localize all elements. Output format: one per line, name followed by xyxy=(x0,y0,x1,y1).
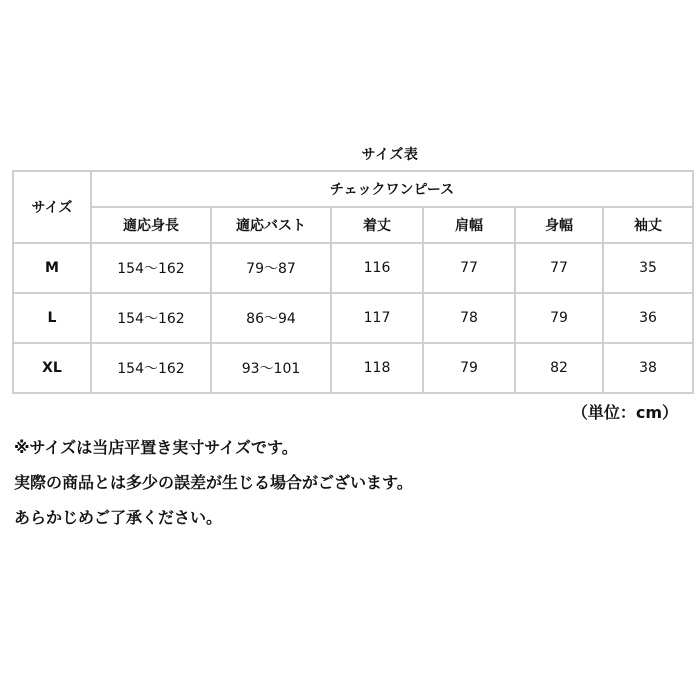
column-header: 着丈 xyxy=(331,207,423,243)
table-cell: 117 xyxy=(331,293,423,343)
table-row xyxy=(13,243,693,293)
notes-block xyxy=(14,430,413,535)
table-cell: 36 xyxy=(603,293,693,343)
table-cell: 93～101 xyxy=(211,343,331,393)
product-name-header: チェックワンピース xyxy=(91,171,693,207)
column-header: 適応バスト xyxy=(211,207,331,243)
column-header-row xyxy=(13,207,693,243)
size-chart-title: サイズ表 xyxy=(361,147,419,163)
size-label: M xyxy=(13,243,91,293)
table-cell: 116 xyxy=(331,243,423,293)
table-cell: 154～162 xyxy=(91,293,211,343)
unit-note: （単位：cm） xyxy=(571,403,678,422)
table-cell: 79 xyxy=(423,343,515,393)
table-cell: 38 xyxy=(603,343,693,393)
table-cell: 86～94 xyxy=(211,293,331,343)
size-column-header: サイズ xyxy=(13,171,91,243)
column-header: 身幅 xyxy=(515,207,603,243)
size-table xyxy=(12,170,694,394)
note-line: 実際の商品とは多少の誤差が生じる場合がございます。 xyxy=(14,473,413,492)
table-row xyxy=(13,293,693,343)
table-header-row xyxy=(13,171,693,207)
size-label: L xyxy=(13,293,91,343)
table-cell: 154～162 xyxy=(91,343,211,393)
note-line: あらかじめご了承ください。 xyxy=(14,508,223,527)
table-cell: 79 xyxy=(515,293,603,343)
table-cell: 77 xyxy=(423,243,515,293)
table-cell: 82 xyxy=(515,343,603,393)
size-label: XL xyxy=(13,343,91,393)
table-cell: 77 xyxy=(515,243,603,293)
column-header: 袖丈 xyxy=(603,207,693,243)
column-header: 適応身長 xyxy=(91,207,211,243)
note-line: ※サイズは当店平置き実寸サイズです。 xyxy=(14,438,298,457)
table-cell: 79～87 xyxy=(211,243,331,293)
table-cell: 118 xyxy=(331,343,423,393)
table-cell: 35 xyxy=(603,243,693,293)
table-cell: 154～162 xyxy=(91,243,211,293)
table-row xyxy=(13,343,693,393)
column-header: 肩幅 xyxy=(423,207,515,243)
table-cell: 78 xyxy=(423,293,515,343)
